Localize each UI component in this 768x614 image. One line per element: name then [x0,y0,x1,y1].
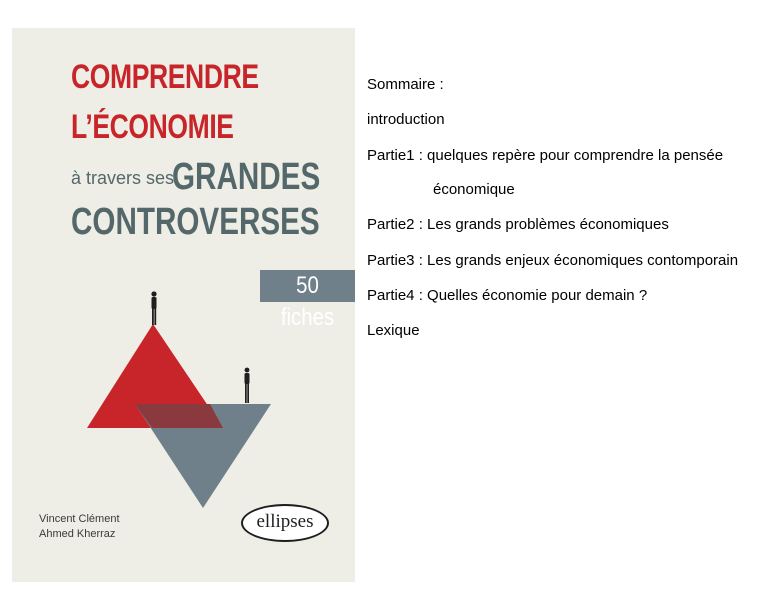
toc-lexicon: Lexique [367,322,420,339]
figure-right [245,368,250,403]
toc-part1: Partie1 : quelques repère pour comprendre la pensée [367,147,724,164]
cover-subtitle-prefix: à travers ses [71,168,175,188]
toc-part1-continued: économique [433,181,515,198]
figure-left [151,291,156,325]
cover-title-line4: CONTROVERSES [71,201,320,243]
toc-part4: Partie4 : Quelles économie pour demain ? [367,287,648,304]
cover-title-line3: GRANDES [172,156,321,198]
cover-illustration [12,28,355,582]
toc-heading: Sommaire : [367,76,444,93]
cover-authors [39,512,120,542]
cover-title-line2: L’ÉCONOMIE [71,108,234,146]
book-cover [12,28,355,582]
cover-title-line1: COMPRENDRE [71,58,259,96]
toc-part2: Partie2 : Les grands problèmes économiques [367,216,669,233]
author-1: Vincent Clément [39,513,120,525]
toc-introduction: introduction [367,111,445,128]
author-2: Ahmed Kherraz [39,528,116,540]
toc-part3: Partie3 : Les grands enjeux économiques contomporain [367,252,739,269]
publisher-logo: ellipses [241,504,329,542]
cover-badge-text: 50 fiches [280,272,335,331]
